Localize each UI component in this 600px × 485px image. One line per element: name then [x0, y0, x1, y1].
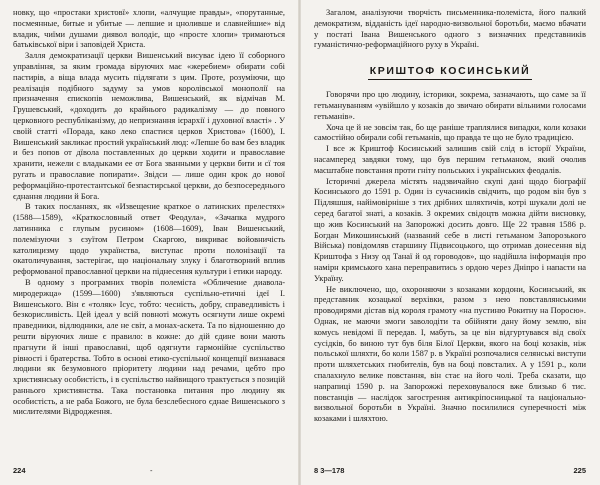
paragraph: Не виключено, що, охороняючи з козаками кордони, Косинський, як представник козацької верхівки, разом з нею повставлянськими проводирями дістав від короля грамоту «на пустиню Рокитну на Поросю». Однак, не маючи змоги заволодіти та обійняти дану йому землю, він комусь невідомі її передав. І, мабуть, за це він відгуртувався від своїх сусідків, бо виною тут був біля Білої Церкви, якого на боці козаків, ніж польської шляхти, бо коли 1587 р. в Україні розпочалися селянські виступи проти шляхетських гнобителів, був на боці повсталих. А у 1591 р., коли спалахнуло велике повстання, він стає на його чолі. Треба сказати, що напрапиці 1590 р. на Запорожжі переховувалося вже близько 6 тис. повстанців — наслідок загострення антикріпосницької та національно-визвольної боротьби в Україні. Значно посилилися суперечності між козаками і шляхтою. [314, 283, 586, 424]
right-page [300, 0, 600, 485]
paragraph: Загалом, аналізуючи творчість письменника-полеміста, його палкий демократизм, відданість ідеї народно-визвольної боротьби, маємо вбачати у постаті Івана Вишенського одного з визначних представників гуманістично-реформаційного руху в Україні. [314, 7, 586, 50]
paragraph: В одному з програмних творів полеміста «Обличение диавола-миродержца» (1599—1600) з'являються суспільно-етичні ідеї І. Вишенського. Він є «толяк» Ісус, тобто: чесність, добру, справедливість і безкорисливість. Цей ідеал у всій повноті можуть осягнути лише окремі праведники, відлюдники, але не світ, а монах-аскета. Та по відношенню до решти віруючих лише є правило: в кожне: до дій єдине вони мають прагнути й інші православні, щоб одягнути гармонійне суспільство рівності і братерства. Тобто в основі етико-суспільної концепції визнавася людини як безумовного пріоритету людини над речами, цебто про християнську особистість, і в суспільство найвищого трактується з позицій раннього християнства. Така постановка питання про людину як особистість, а не раба Божого, не була безслебесного єднае Вишенського з мислителями Відродження. [13, 276, 285, 417]
footer-mark: - [150, 466, 153, 475]
section-title: КРИШТОФ КОСИНСЬКИЙ [368, 65, 532, 80]
page-number: 225 [573, 466, 586, 475]
paragraph: Історичні джерела містять надзвичайно скупі дані щодо біографії Косинського до 1591 р. Один із сучасників свідчить, що родом він був з Підляшшя, найімовірніше з тих дрібних шляхтичів, котрі шукали долі не серед багатої знаті, а козаків. З окремих свідоцтв можна дійти висновку, що жив Косинський на Запорожжі досить довго. Ще 22 травня 1586 р. Богдан Микошинський (названий себе в листі гетьманом Запорозького Війська) повідомляв старшину Підвисоцького, що отримав донесення від Криштофа з Низу од Танаї й од гороводов», що надійшла інформація про намірн кримського хана переправитись з ордою через Дніпро і напасти на Україну. [314, 175, 586, 283]
page-number: 224 [13, 466, 26, 475]
signature-mark: 8 3—178 [314, 466, 345, 475]
paragraph: Хоча це й не зовсім так, бо ще раніше траплялися випадки, коли козаки самостійно обирали собі гетьманів, що правда те що не було традицією. [314, 121, 586, 143]
paragraph: новку, що «простаки христовї» хлопи, «алчущие правды», «порутанные, посмеянные, битые и убитые — лепшие и цноливше и славнейшие» від владик, чиїми душами диявол володіє, що «просте хлопи» тримаються батьківської віри і заповідей Христа. [13, 7, 285, 50]
paragraph: В таких посланнях, як «Извещение краткое о латинских прелестях» (1588—1589), «Краткословный ответ Феодула», «Зачапка мудрого латинника с глупым русином» (1608—1609), Іван Вишенський, полемізуючи з єзуїтом Петром Скаргою, викриває войовничість католицизму щодо українства, виступає проти полонізації та окатоличування, застерігає, що національну злуку і благотворний вплив реформованої православної церкви на піднесення культури і етики народу. [13, 201, 285, 277]
left-text-column [13, 7, 285, 417]
right-text-column [314, 7, 586, 424]
paragraph: Говорячи про цю людину, історики, зокрема, зазначають, що саме за її гетьмануванням «увійшло у козаків до звичаю обирати вільними голосами гетьманів». [314, 89, 586, 121]
paragraph: Залля демократизації церкви Вишенський висуває ідею її соборного управління, за яким громада віруючих має «жеребием» обирати собі пастирів, а віща влада мусить підлягати з цим. Проте, розуміючи, що реалізація подібного задуму за умов королівської монополії на призначення єпископів неможлива, Вишенський, як відмічав М. Грушевський, «доходить до крайнього радикалізму — до повного церковного республіканізму, до непризнання ієрархії і духовної власті» . У своїй статті «Порада, како леко спастися церков Христова» (1600), І. Вишенський закликає простий український люд: «Лепше бо вам без владик и без попов от дївола поставленных до церкви ходити и православие хранити, нежели с владыками ее от Бога званными у церкви бити и сї тоя ругать и православие попирати». Звідси — лише один крок до нової реформаційно-протестантської безпастирської церкви, до безпосереднього єднання людини й Бога. [13, 50, 286, 201]
section-title-wrap [314, 61, 586, 80]
paragraph: І все ж Криштоф Косинський залишив свій слід в історії України, насамперед завдяки тому, що був першим гетьманом, який очолив масштабне повстання проти гніту польських і українських феодалів. [314, 143, 586, 175]
